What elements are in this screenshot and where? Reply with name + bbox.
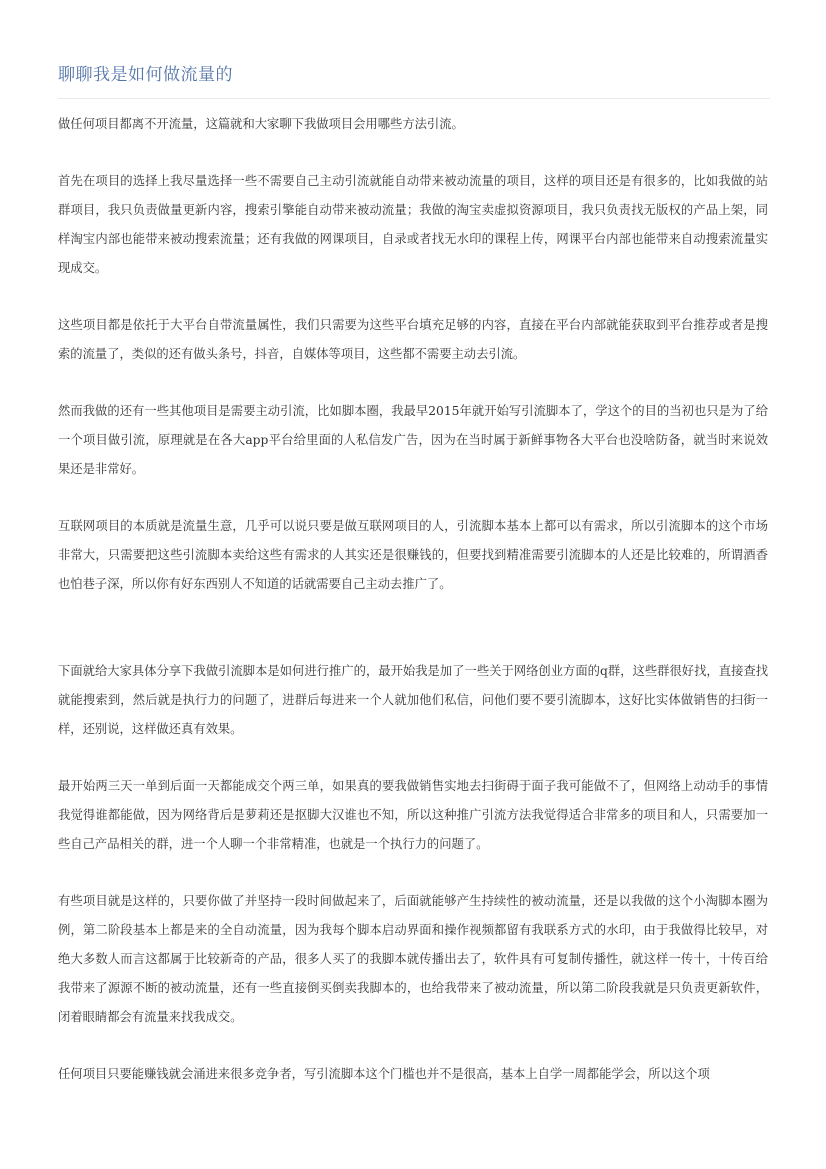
paragraph: 下面就给大家具体分享下我做引流脚本是如何进行推广的，最开始我是加了一些关于网络创业方面的q群，这些群很好找，直接查找就能搜索到，然后就是执行力的问题了，进群后每进来一个人就加他们私信，问他们要不要引流脚本，这好比实体做销售的扫街一样，还别说，这样做还真有效果。 bbox=[58, 664, 768, 736]
paragraph-gap bbox=[58, 369, 768, 397]
paragraph-gap bbox=[58, 1032, 768, 1060]
paragraph-gap bbox=[58, 283, 768, 311]
paragraph: 最开始两三天一单到后面一天都能成交个两三单，如果真的要我做销售实地去扫街碍于面子我可能做不了，但网络上动动手的事情我觉得谁都能做，因为网络背后是萝莉还是抠脚大汉谁也不知，所以这种推广引流方法我觉得适合非常多的项目和人，只需要加一些自己产品相关的群，进一个人聊一个非常精准，也就是一个执行力的问题了。 bbox=[58, 779, 768, 851]
paragraph: 互联网项目的本质就是流量生意，几乎可以说只要是做互联网项目的人，引流脚本基本上都可以有需求，所以引流脚本的这个市场非常大，只需要把这些引流脚本卖给这些有需求的人其实还是很赚钱的，但要找到精准需要引流脚本的人还是比较难的，所谓酒香也怕巷子深，所以你有好东西别人不知道的话就需要自己主动去推广了。 bbox=[58, 519, 768, 591]
article bbox=[58, 58, 768, 1089]
paragraph: 这些项目都是依托于大平台自带流量属性，我们只需要为这些平台填充足够的内容，直接在平台内部就能获取到平台推荐或者是搜索的流量了，类似的还有做头条号，抖音，自媒体等项目，这些都不需要主动去引流。 bbox=[58, 318, 768, 361]
paragraph-gap bbox=[58, 139, 768, 167]
paragraph-truncated: 任何项目只要能赚钱就会涌进来很多竞争者，写引流脚本这个门槛也并不是很高，基本上自学一周都能学会，所以这个项 bbox=[58, 1067, 710, 1081]
article-title: 聊聊我是如何做流量的 bbox=[58, 65, 233, 85]
paragraph-gap bbox=[58, 484, 768, 512]
title-divider bbox=[58, 98, 770, 99]
paragraph: 有些项目就是这样的，只要你做了并坚持一段时间做起来了，后面就能够产生持续性的被动流量，还是以我做的这个小淘脚本圈为例，第二阶段基本上都是来的全自动流量，因为我每个脚本启动界面和操作视频都留有我联系方式的水印，由于我做得比较早，对绝大多数人而言这都属于比较新奇的产品，很多人买了的我脚本就传播出去了，软件具有可复制传播性，就这样一传十，十传百给我带来了源源不断的被动流量，还有一些直接倒买倒卖我脚本的，也给我带来了被动流量，所以第二阶段我就是只负责更新软件，闭着眼睛都会有流量来找我成交。 bbox=[58, 894, 768, 1024]
paragraph-intro: 做任何项目都离不开流量，这篇就和大家聊下我做项目会用哪些方法引流。 bbox=[58, 117, 464, 131]
paragraph-gap-large bbox=[58, 599, 768, 657]
paragraph-gap bbox=[58, 744, 768, 772]
paragraph: 然而我做的还有一些其他项目是需要主动引流，比如脚本圈，我最早2015年就开始写引流脚本了，学这个的目的当初也只是为了给一个项目做引流，原理就是在各大app平台给里面的人私信发广告，因为在当时属于新鲜事物各大平台也没啥防备，就当时来说效果还是非常好。 bbox=[58, 404, 768, 476]
paragraph-gap bbox=[58, 859, 768, 887]
paragraph: 首先在项目的选择上我尽量选择一些不需要自己主动引流就能自动带来被动流量的项目，这样的项目还是有很多的，比如我做的站群项目，我只负责做量更新内容，搜索引擎能自动带来被动流量；我做的淘宝卖虚拟资源项目，我只负责找无版权的产品上架，同样淘宝内部也能带来被动搜索流量；还有我做的网课项目，自录或者找无水印的课程上传，网课平台内部也能带来自动搜索流量实现成交。 bbox=[58, 174, 768, 275]
